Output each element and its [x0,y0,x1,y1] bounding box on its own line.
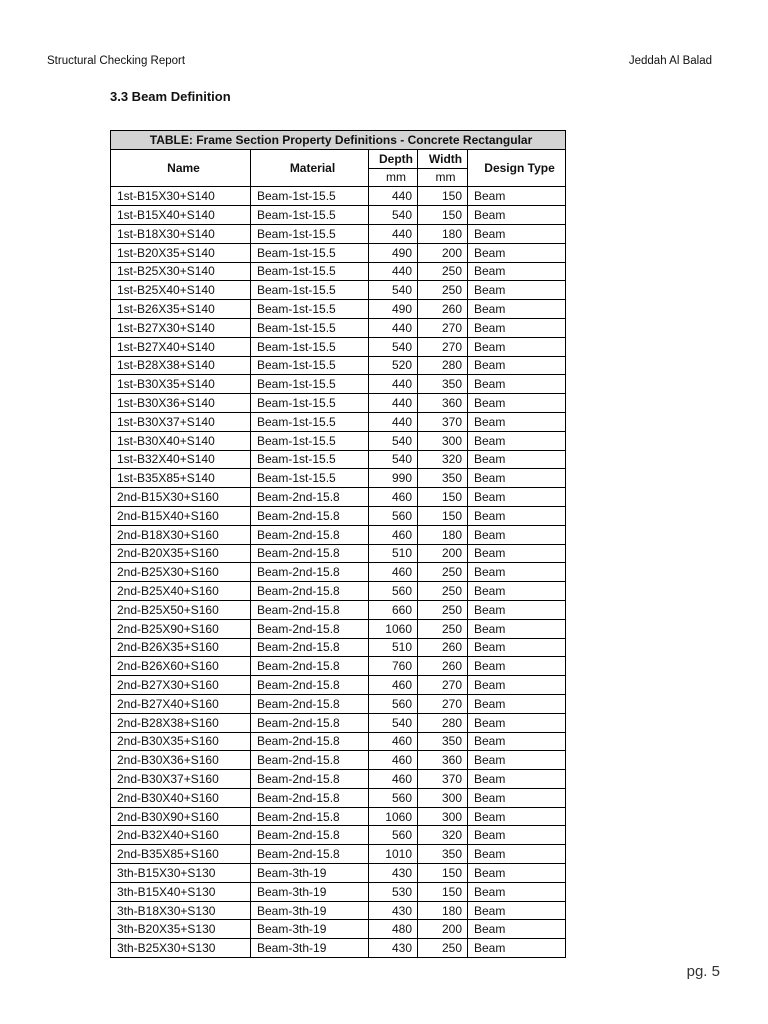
cell-material: Beam-1st-15.5 [251,431,369,450]
cell-name: 1st-B35X85+S140 [111,469,251,488]
table-row [111,243,566,262]
table-row [111,506,566,525]
cell-material: Beam-1st-15.5 [251,394,369,413]
cell-name: 1st-B15X40+S140 [111,206,251,225]
column-header-width: Width [418,149,468,168]
cell-name: 2nd-B15X40+S160 [111,506,251,525]
cell-depth: 1060 [369,619,418,638]
cell-width: 260 [418,638,468,657]
cell-width: 260 [418,657,468,676]
cell-material: Beam-2nd-15.8 [251,525,369,544]
cell-width: 260 [418,300,468,319]
cell-name: 1st-B25X30+S140 [111,262,251,281]
cell-name: 1st-B27X40+S140 [111,337,251,356]
cell-material: Beam-3th-19 [251,920,369,939]
cell-material: Beam-3th-19 [251,864,369,883]
cell-depth: 560 [369,826,418,845]
cell-name: 2nd-B26X60+S160 [111,657,251,676]
cell-design-type: Beam [468,901,566,920]
cell-depth: 540 [369,206,418,225]
cell-material: Beam-2nd-15.8 [251,676,369,695]
cell-name: 1st-B15X30+S140 [111,187,251,206]
cell-material: Beam-2nd-15.8 [251,845,369,864]
cell-name: 1st-B30X35+S140 [111,375,251,394]
cell-width: 270 [418,676,468,695]
cell-depth: 480 [369,920,418,939]
table-body [111,187,566,958]
table-row [111,619,566,638]
cell-design-type: Beam [468,300,566,319]
column-header-design-type: Design Type [468,149,566,187]
cell-width: 150 [418,488,468,507]
table-row [111,845,566,864]
cell-name: 2nd-B30X40+S160 [111,788,251,807]
table-row [111,525,566,544]
cell-depth: 560 [369,506,418,525]
cell-width: 250 [418,600,468,619]
cell-depth: 430 [369,864,418,883]
header-project-name: Jeddah Al Balad [628,55,712,67]
cell-material: Beam-1st-15.5 [251,318,369,337]
cell-depth: 460 [369,770,418,789]
cell-depth: 560 [369,582,418,601]
cell-width: 370 [418,412,468,431]
cell-width: 250 [418,281,468,300]
cell-design-type: Beam [468,375,566,394]
cell-design-type: Beam [468,845,566,864]
cell-depth: 440 [369,394,418,413]
cell-design-type: Beam [468,788,566,807]
table-row [111,882,566,901]
cell-material: Beam-2nd-15.8 [251,770,369,789]
table-row [111,638,566,657]
table-row [111,450,566,469]
table-row [111,337,566,356]
cell-depth: 440 [369,318,418,337]
cell-name: 2nd-B27X30+S160 [111,676,251,695]
table-row [111,676,566,695]
cell-width: 320 [418,450,468,469]
cell-material: Beam-2nd-15.8 [251,732,369,751]
cell-design-type: Beam [468,582,566,601]
cell-width: 150 [418,506,468,525]
cell-name: 1st-B28X38+S140 [111,356,251,375]
cell-width: 300 [418,807,468,826]
cell-width: 350 [418,469,468,488]
cell-name: 2nd-B30X36+S160 [111,751,251,770]
cell-depth: 1060 [369,807,418,826]
cell-name: 1st-B20X35+S140 [111,243,251,262]
table-row [111,920,566,939]
cell-design-type: Beam [468,262,566,281]
cell-depth: 460 [369,563,418,582]
cell-width: 180 [418,901,468,920]
cell-width: 250 [418,262,468,281]
table-row [111,901,566,920]
cell-width: 350 [418,732,468,751]
cell-name: 2nd-B30X37+S160 [111,770,251,789]
cell-name: 2nd-B15X30+S160 [111,488,251,507]
cell-width: 250 [418,939,468,958]
cell-depth: 490 [369,300,418,319]
cell-design-type: Beam [468,544,566,563]
cell-design-type: Beam [468,412,566,431]
section-title: 3.3 Beam Definition [110,89,231,104]
cell-material: Beam-1st-15.5 [251,187,369,206]
unit-depth: mm [369,168,418,187]
cell-name: 2nd-B28X38+S160 [111,713,251,732]
cell-depth: 510 [369,544,418,563]
cell-name: 2nd-B25X30+S160 [111,563,251,582]
cell-name: 1st-B30X37+S140 [111,412,251,431]
cell-name: 3th-B18X30+S130 [111,901,251,920]
header-report-title: Structural Checking Report [47,55,186,67]
cell-design-type: Beam [468,713,566,732]
cell-material: Beam-2nd-15.8 [251,582,369,601]
column-header-material: Material [251,149,369,187]
cell-design-type: Beam [468,469,566,488]
table-row [111,751,566,770]
cell-material: Beam-3th-19 [251,901,369,920]
cell-width: 280 [418,713,468,732]
cell-design-type: Beam [468,694,566,713]
cell-design-type: Beam [468,506,566,525]
cell-width: 180 [418,525,468,544]
cell-name: 3th-B25X30+S130 [111,939,251,958]
cell-design-type: Beam [468,807,566,826]
cell-width: 360 [418,394,468,413]
table-row [111,431,566,450]
cell-design-type: Beam [468,751,566,770]
cell-width: 270 [418,694,468,713]
cell-material: Beam-2nd-15.8 [251,506,369,525]
cell-name: 2nd-B27X40+S160 [111,694,251,713]
cell-name: 2nd-B35X85+S160 [111,845,251,864]
cell-width: 200 [418,920,468,939]
cell-name: 1st-B18X30+S140 [111,224,251,243]
table-row [111,694,566,713]
cell-depth: 540 [369,713,418,732]
cell-name: 2nd-B30X90+S160 [111,807,251,826]
cell-material: Beam-2nd-15.8 [251,544,369,563]
cell-design-type: Beam [468,243,566,262]
cell-design-type: Beam [468,206,566,225]
cell-material: Beam-1st-15.5 [251,224,369,243]
cell-name: 2nd-B30X35+S160 [111,732,251,751]
cell-width: 250 [418,582,468,601]
cell-design-type: Beam [468,676,566,695]
cell-depth: 440 [369,262,418,281]
cell-material: Beam-1st-15.5 [251,450,369,469]
cell-name: 1st-B27X30+S140 [111,318,251,337]
table-row [111,582,566,601]
table-row [111,469,566,488]
frame-section-table [110,130,566,958]
cell-design-type: Beam [468,600,566,619]
cell-depth: 660 [369,600,418,619]
cell-name: 2nd-B25X40+S160 [111,582,251,601]
cell-material: Beam-3th-19 [251,939,369,958]
cell-depth: 430 [369,901,418,920]
table-row [111,864,566,883]
table-row [111,375,566,394]
cell-design-type: Beam [468,394,566,413]
table-row [111,300,566,319]
cell-design-type: Beam [468,224,566,243]
cell-depth: 990 [369,469,418,488]
cell-material: Beam-3th-19 [251,882,369,901]
cell-material: Beam-1st-15.5 [251,375,369,394]
cell-width: 300 [418,788,468,807]
cell-depth: 490 [369,243,418,262]
cell-width: 320 [418,826,468,845]
cell-design-type: Beam [468,864,566,883]
cell-width: 360 [418,751,468,770]
cell-width: 200 [418,544,468,563]
cell-depth: 440 [369,375,418,394]
cell-name: 2nd-B26X35+S160 [111,638,251,657]
cell-depth: 540 [369,431,418,450]
table-row [111,544,566,563]
cell-depth: 430 [369,939,418,958]
cell-depth: 540 [369,450,418,469]
page-number: pg. 5 [686,963,720,980]
cell-name: 1st-B26X35+S140 [111,300,251,319]
cell-name: 3th-B15X30+S130 [111,864,251,883]
cell-name: 1st-B32X40+S140 [111,450,251,469]
cell-design-type: Beam [468,488,566,507]
cell-design-type: Beam [468,882,566,901]
cell-material: Beam-2nd-15.8 [251,788,369,807]
cell-width: 180 [418,224,468,243]
cell-name: 2nd-B32X40+S160 [111,826,251,845]
cell-name: 1st-B25X40+S140 [111,281,251,300]
cell-width: 150 [418,864,468,883]
cell-width: 250 [418,619,468,638]
table-row [111,770,566,789]
cell-width: 150 [418,206,468,225]
cell-width: 370 [418,770,468,789]
cell-depth: 560 [369,788,418,807]
cell-design-type: Beam [468,356,566,375]
cell-width: 270 [418,318,468,337]
table-row [111,262,566,281]
table-row [111,732,566,751]
cell-design-type: Beam [468,337,566,356]
table-row [111,356,566,375]
cell-material: Beam-2nd-15.8 [251,657,369,676]
cell-name: 3th-B15X40+S130 [111,882,251,901]
cell-material: Beam-1st-15.5 [251,356,369,375]
cell-width: 200 [418,243,468,262]
cell-width: 280 [418,356,468,375]
cell-material: Beam-1st-15.5 [251,337,369,356]
table-row [111,939,566,958]
cell-name: 2nd-B18X30+S160 [111,525,251,544]
cell-depth: 540 [369,281,418,300]
cell-material: Beam-2nd-15.8 [251,713,369,732]
cell-width: 300 [418,431,468,450]
cell-name: 3th-B20X35+S130 [111,920,251,939]
cell-width: 250 [418,563,468,582]
cell-design-type: Beam [468,431,566,450]
cell-design-type: Beam [468,732,566,751]
cell-depth: 460 [369,525,418,544]
cell-material: Beam-1st-15.5 [251,412,369,431]
cell-design-type: Beam [468,920,566,939]
cell-depth: 760 [369,657,418,676]
cell-design-type: Beam [468,770,566,789]
cell-design-type: Beam [468,450,566,469]
table-row [111,394,566,413]
cell-depth: 460 [369,676,418,695]
cell-depth: 440 [369,187,418,206]
cell-material: Beam-2nd-15.8 [251,694,369,713]
table-row [111,788,566,807]
table-row [111,657,566,676]
table-row [111,281,566,300]
cell-material: Beam-2nd-15.8 [251,638,369,657]
table-row [111,187,566,206]
cell-material: Beam-1st-15.5 [251,262,369,281]
table-row [111,713,566,732]
cell-depth: 460 [369,488,418,507]
table-row [111,412,566,431]
cell-depth: 460 [369,751,418,770]
cell-depth: 460 [369,732,418,751]
column-header-name: Name [111,149,251,187]
table-row [111,206,566,225]
cell-width: 350 [418,375,468,394]
cell-design-type: Beam [468,826,566,845]
cell-depth: 520 [369,356,418,375]
table-row [111,563,566,582]
column-header-depth: Depth [369,149,418,168]
cell-design-type: Beam [468,281,566,300]
cell-design-type: Beam [468,525,566,544]
table-row [111,488,566,507]
cell-design-type: Beam [468,638,566,657]
table-row [111,318,566,337]
table-row [111,807,566,826]
cell-name: 2nd-B25X50+S160 [111,600,251,619]
cell-design-type: Beam [468,318,566,337]
cell-name: 1st-B30X36+S140 [111,394,251,413]
cell-name: 2nd-B20X35+S160 [111,544,251,563]
cell-depth: 510 [369,638,418,657]
cell-material: Beam-1st-15.5 [251,206,369,225]
cell-depth: 560 [369,694,418,713]
cell-depth: 540 [369,337,418,356]
cell-material: Beam-2nd-15.8 [251,807,369,826]
table-row [111,600,566,619]
cell-design-type: Beam [468,187,566,206]
cell-depth: 530 [369,882,418,901]
cell-depth: 1010 [369,845,418,864]
table-row [111,224,566,243]
cell-material: Beam-1st-15.5 [251,243,369,262]
cell-material: Beam-2nd-15.8 [251,826,369,845]
cell-material: Beam-2nd-15.8 [251,600,369,619]
cell-width: 270 [418,337,468,356]
cell-material: Beam-1st-15.5 [251,300,369,319]
cell-name: 2nd-B25X90+S160 [111,619,251,638]
cell-material: Beam-2nd-15.8 [251,619,369,638]
cell-material: Beam-1st-15.5 [251,469,369,488]
cell-design-type: Beam [468,619,566,638]
cell-design-type: Beam [468,657,566,676]
cell-width: 150 [418,882,468,901]
cell-name: 1st-B30X40+S140 [111,431,251,450]
cell-material: Beam-1st-15.5 [251,281,369,300]
cell-depth: 440 [369,224,418,243]
cell-material: Beam-2nd-15.8 [251,751,369,770]
cell-design-type: Beam [468,939,566,958]
table-caption: TABLE: Frame Section Property Definitions - Concrete Rectangular [111,131,566,150]
cell-depth: 440 [369,412,418,431]
cell-material: Beam-2nd-15.8 [251,563,369,582]
cell-width: 150 [418,187,468,206]
cell-material: Beam-2nd-15.8 [251,488,369,507]
cell-design-type: Beam [468,563,566,582]
table-row [111,826,566,845]
unit-width: mm [418,168,468,187]
cell-width: 350 [418,845,468,864]
